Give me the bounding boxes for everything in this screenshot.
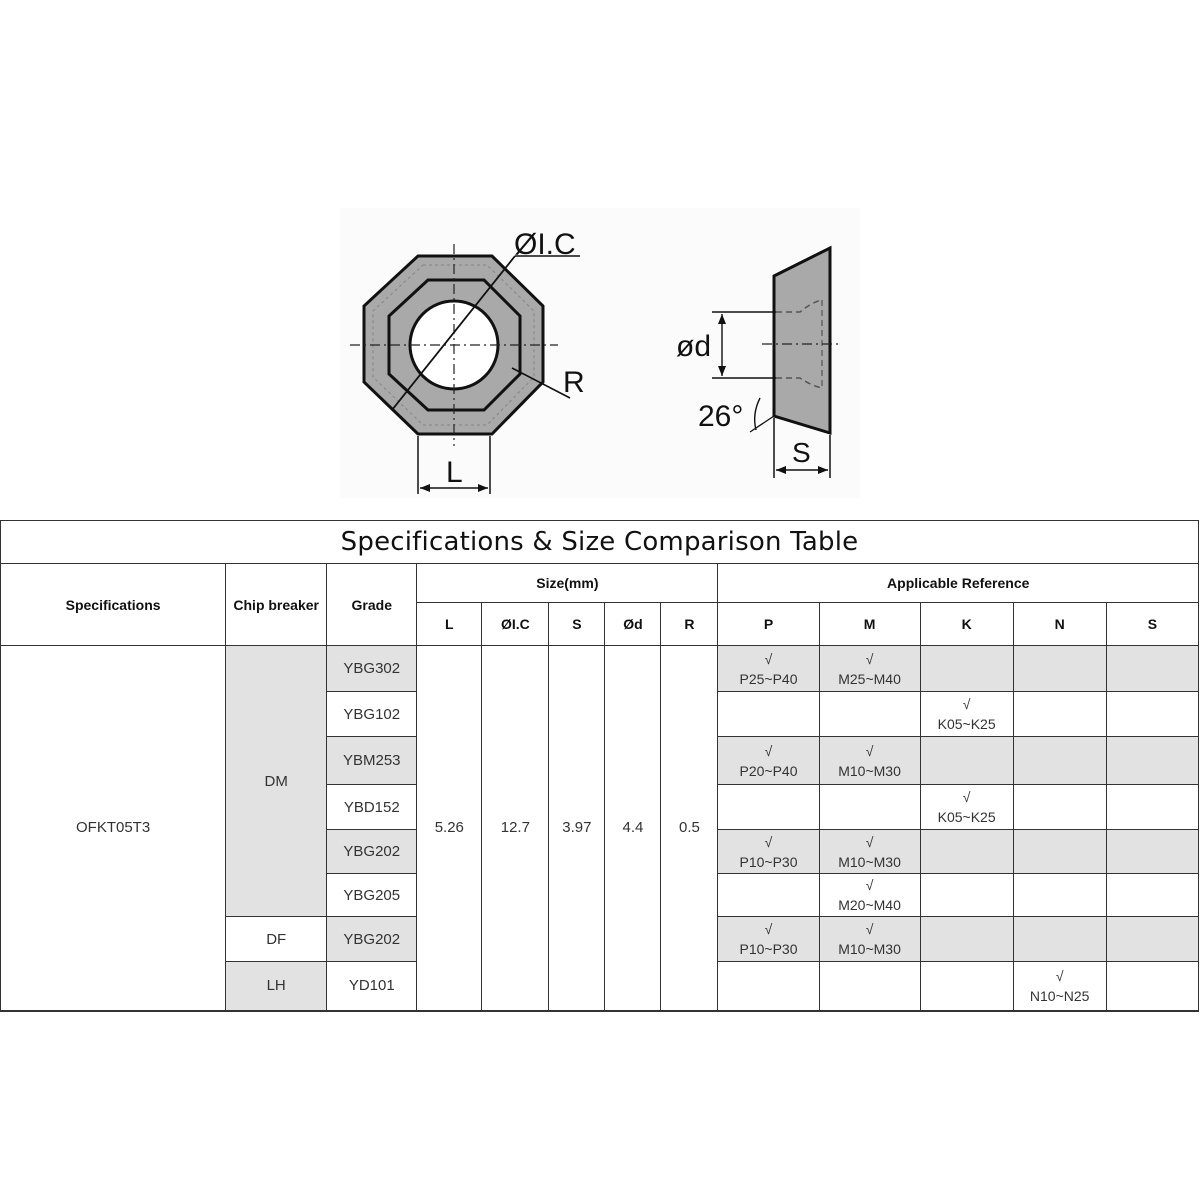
header-size-s: S [549,603,605,646]
spec-table [0,520,1199,1012]
ref-n-cell [1013,646,1106,692]
ref-s-cell [1106,646,1198,692]
size-r-value: 0.5 [661,646,718,1011]
ref-n-cell [1013,962,1106,1011]
ref-p-cell [718,830,819,874]
header-size-d: Ød [605,603,661,646]
check-mark-icon: √ [764,742,773,759]
ref-k-cell [920,917,1013,962]
size-s-value: 3.97 [549,646,605,1011]
l-label: L [446,456,463,489]
header-grade: Grade [327,564,417,646]
ref-p-cell [718,874,819,917]
header-size-r: R [661,603,718,646]
ref-n-cell [1013,917,1106,962]
ref-k-cell [920,785,1013,830]
ref-k-cell [920,646,1013,692]
ref-m-cell [819,646,920,692]
grade-cell: YBM253 [327,737,417,785]
ref-s-cell [1106,692,1198,737]
spec-cell: OFKT05T3 [1,646,226,1011]
ref-n-cell [1013,830,1106,874]
ref-p-cell [718,917,819,962]
ref-m-cell [819,962,920,1011]
insert-drawing-svg [0,0,1200,520]
ref-n-cell [1013,874,1106,917]
check-mark-icon: √ [764,650,773,667]
ref-k-cell [920,962,1013,1011]
ref-range: P10~P30 [739,941,798,957]
check-mark-icon: √ [962,789,971,805]
spec-table-wrapper [0,520,1200,1012]
size-d-value: 4.4 [605,646,661,1011]
ref-range: M20~M40 [838,897,901,913]
check-mark-icon: √ [962,696,971,712]
ref-range: P10~P30 [739,853,798,870]
ref-k-cell [920,692,1013,737]
ref-k-cell [920,874,1013,917]
ref-p-cell [718,962,819,1011]
table-row [1,646,1199,692]
ref-n-cell [1013,692,1106,737]
grade-cell: YBD152 [327,785,417,830]
table-body [1,646,1199,1011]
header-size: Size(mm) [417,564,718,603]
d-label: ød [676,330,712,363]
ref-p-cell [718,737,819,785]
ref-m-cell [819,874,920,917]
ref-range: K05~K25 [937,716,996,732]
header-chip-breaker: Chip breaker [226,564,327,646]
header-specifications: Specifications [1,564,226,646]
header-ref-n: N [1013,603,1106,646]
ref-m-cell [819,692,920,737]
chip-breaker-df: DF [226,917,327,962]
check-mark-icon: √ [764,921,773,937]
ref-range: P20~P40 [739,762,798,779]
header-size-ic: ØI.C [482,603,549,646]
ref-range: M10~M30 [838,941,901,957]
ref-s-cell [1106,962,1198,1011]
ref-m-cell [819,917,920,962]
header-ref-m: M [819,603,920,646]
header-size-l: L [417,603,482,646]
grade-cell: YBG202 [327,830,417,874]
size-ic-value: 12.7 [482,646,549,1011]
check-mark-icon: √ [764,833,773,850]
ref-m-cell [819,785,920,830]
header-ref-s: S [1106,603,1198,646]
header-ref-p: P [718,603,819,646]
ref-p-cell [718,692,819,737]
check-mark-icon: √ [865,921,874,937]
grade-cell: YBG205 [327,874,417,917]
table-title: Specifications & Size Comparison Table [1,521,1199,564]
ref-range: K05~K25 [937,809,996,825]
ref-range: M10~M30 [838,762,901,779]
ref-k-cell [920,737,1013,785]
s-label: S [792,437,811,468]
grade-cell: YBG202 [327,917,417,962]
insert-drawing [0,0,1200,520]
ref-s-cell [1106,737,1198,785]
grade-cell: YBG302 [327,646,417,692]
r-label: R [563,366,585,399]
check-mark-icon: √ [865,650,874,667]
ref-range: M25~M40 [838,670,901,687]
ref-s-cell [1106,917,1198,962]
ic-label: ØI.C [514,228,576,261]
ref-range: P25~P40 [739,670,798,687]
grade-cell: YBG102 [327,692,417,737]
header-applicable-reference: Applicable Reference [718,564,1199,603]
ref-range: M10~M30 [838,853,901,870]
ref-range: N10~N25 [1029,987,1090,1004]
chip-breaker-dm: DM [226,646,327,917]
check-mark-icon: √ [865,742,874,759]
ref-s-cell [1106,830,1198,874]
ref-p-cell [718,646,819,692]
ref-s-cell [1106,785,1198,830]
ref-s-cell [1106,874,1198,917]
ref-p-cell [718,785,819,830]
ref-m-cell [819,737,920,785]
check-mark-icon: √ [865,833,874,850]
angle-label: 26° [698,400,744,433]
ref-k-cell [920,830,1013,874]
ref-m-cell [819,830,920,874]
check-mark-icon: √ [865,877,874,893]
grade-cell: YD101 [327,962,417,1011]
ref-n-cell [1013,785,1106,830]
header-ref-k: K [920,603,1013,646]
chip-breaker-lh: LH [226,962,327,1011]
ref-n-cell [1013,737,1106,785]
size-l-value: 5.26 [417,646,482,1011]
check-mark-icon: √ [1055,967,1064,984]
